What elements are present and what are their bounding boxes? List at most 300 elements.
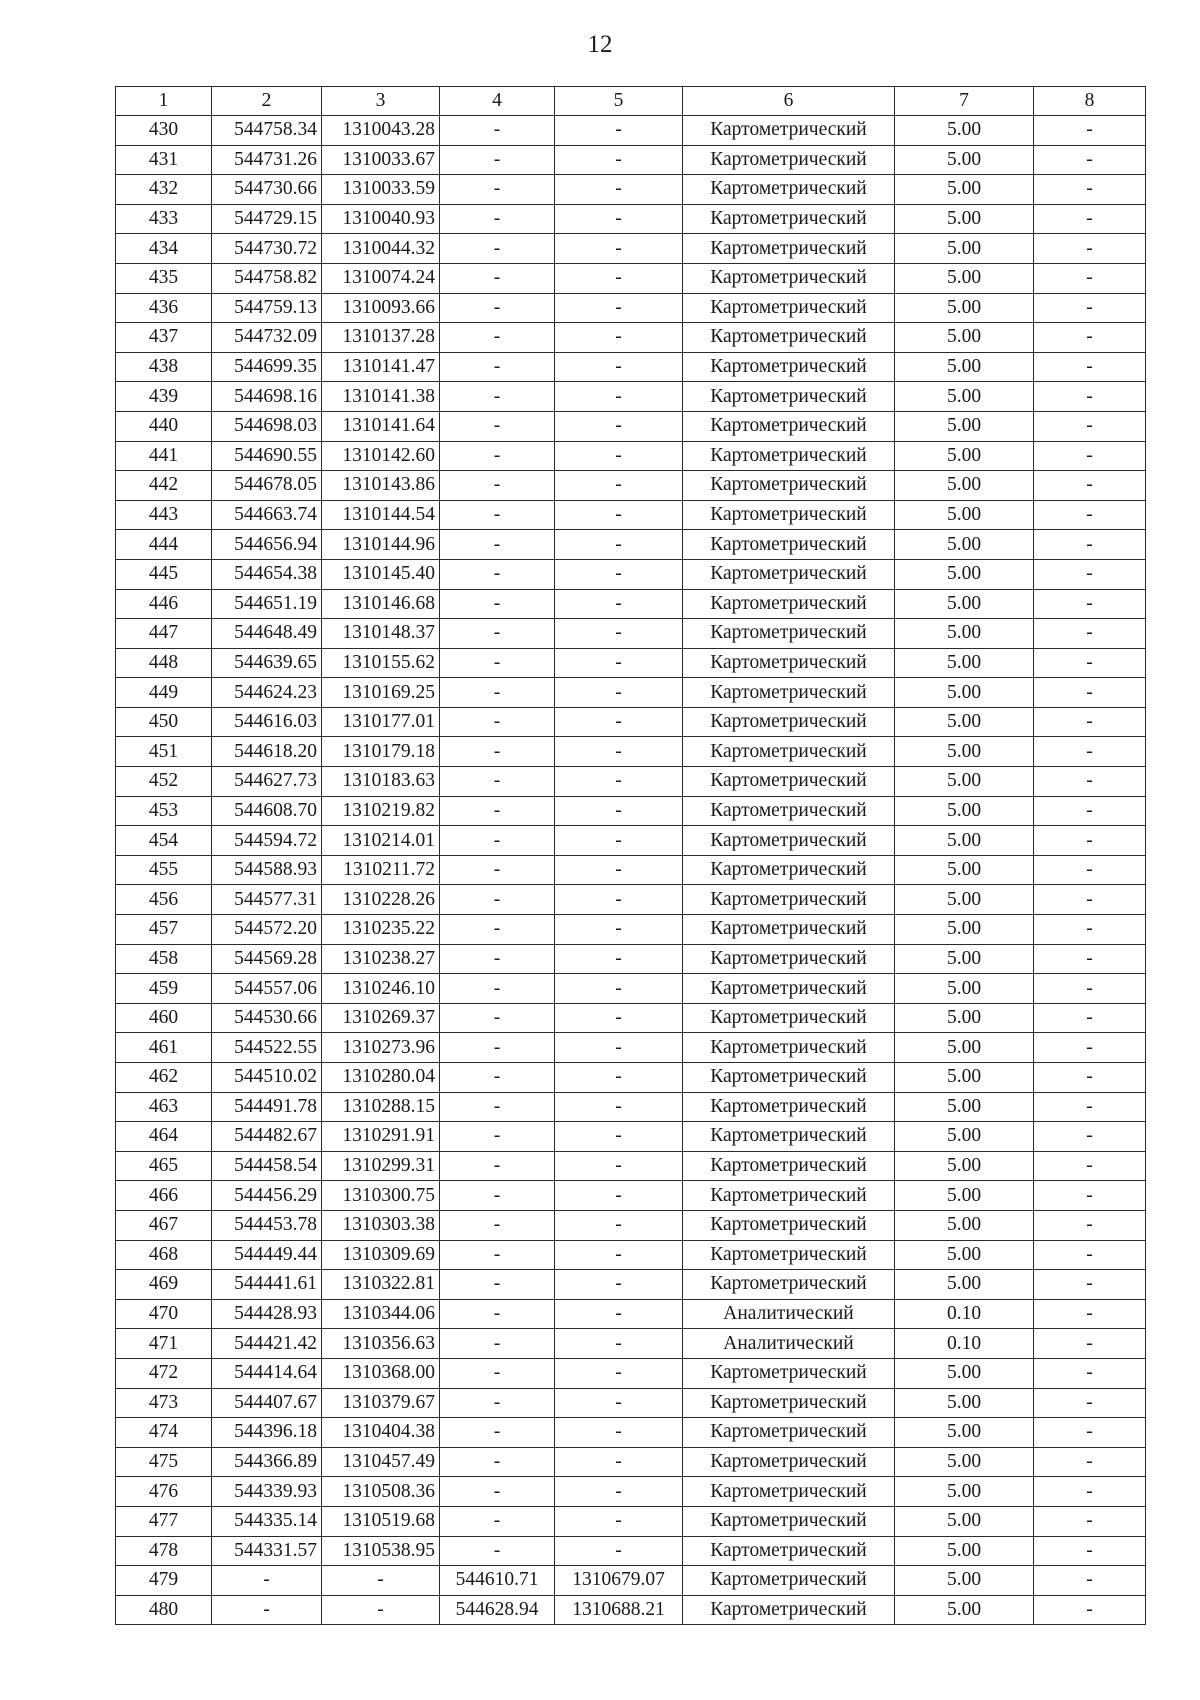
point-number-cell: 468: [116, 1240, 212, 1270]
method-cell: Картометрический: [683, 707, 895, 737]
note-cell: -: [1034, 1418, 1146, 1448]
accuracy-cell: 5.00: [895, 1003, 1034, 1033]
note-cell: -: [1034, 175, 1146, 205]
x-new-coordinate-cell: -: [440, 1388, 555, 1418]
method-cell: Картометрический: [683, 471, 895, 501]
accuracy-cell: 5.00: [895, 263, 1034, 293]
point-number-cell: 448: [116, 648, 212, 678]
y-new-coordinate-cell: -: [555, 885, 683, 915]
accuracy-cell: 5.00: [895, 648, 1034, 678]
y-coordinate-cell: -: [322, 1595, 440, 1625]
table-row: [116, 1003, 1146, 1033]
accuracy-cell: 5.00: [895, 767, 1034, 797]
y-new-coordinate-cell: 1310688.21: [555, 1595, 683, 1625]
method-cell: Картометрический: [683, 1122, 895, 1152]
x-coordinate-cell: 544729.15: [212, 204, 322, 234]
method-cell: Картометрический: [683, 855, 895, 885]
y-coordinate-cell: 1310235.22: [322, 915, 440, 945]
x-coordinate-cell: 544616.03: [212, 707, 322, 737]
y-coordinate-cell: 1310538.95: [322, 1536, 440, 1566]
table-body: [116, 116, 1146, 1625]
note-cell: -: [1034, 1033, 1146, 1063]
table-row: [116, 1566, 1146, 1596]
method-cell: Картометрический: [683, 234, 895, 264]
x-coordinate-cell: 544608.70: [212, 796, 322, 826]
note-cell: -: [1034, 263, 1146, 293]
point-number-cell: 464: [116, 1122, 212, 1152]
point-number-cell: 440: [116, 411, 212, 441]
x-coordinate-cell: 544421.42: [212, 1329, 322, 1359]
x-new-coordinate-cell: -: [440, 204, 555, 234]
x-new-coordinate-cell: -: [440, 737, 555, 767]
x-coordinate-cell: 544618.20: [212, 737, 322, 767]
point-number-cell: 461: [116, 1033, 212, 1063]
accuracy-cell: 5.00: [895, 707, 1034, 737]
table-row: [116, 589, 1146, 619]
point-number-cell: 442: [116, 471, 212, 501]
note-cell: -: [1034, 116, 1146, 146]
accuracy-cell: 5.00: [895, 1536, 1034, 1566]
y-coordinate-cell: 1310142.60: [322, 441, 440, 471]
y-new-coordinate-cell: -: [555, 589, 683, 619]
x-coordinate-cell: -: [212, 1595, 322, 1625]
table-header-row: [116, 87, 1146, 116]
y-coordinate-cell: 1310379.67: [322, 1388, 440, 1418]
method-cell: Картометрический: [683, 411, 895, 441]
point-number-cell: 466: [116, 1181, 212, 1211]
point-number-cell: 479: [116, 1566, 212, 1596]
note-cell: -: [1034, 589, 1146, 619]
y-new-coordinate-cell: -: [555, 1210, 683, 1240]
y-new-coordinate-cell: -: [555, 678, 683, 708]
y-coordinate-cell: -: [322, 1566, 440, 1596]
x-new-coordinate-cell: -: [440, 589, 555, 619]
x-new-coordinate-cell: -: [440, 619, 555, 649]
table-row: [116, 116, 1146, 146]
accuracy-cell: 5.00: [895, 559, 1034, 589]
method-cell: Картометрический: [683, 974, 895, 1004]
table-row: [116, 1240, 1146, 1270]
note-cell: -: [1034, 441, 1146, 471]
y-coordinate-cell: 1310219.82: [322, 796, 440, 826]
y-new-coordinate-cell: -: [555, 204, 683, 234]
y-new-coordinate-cell: -: [555, 175, 683, 205]
table-row: [116, 826, 1146, 856]
y-new-coordinate-cell: -: [555, 707, 683, 737]
method-cell: Картометрический: [683, 1506, 895, 1536]
x-new-coordinate-cell: -: [440, 1122, 555, 1152]
note-cell: -: [1034, 145, 1146, 175]
table-row: [116, 1122, 1146, 1152]
table-row: [116, 1181, 1146, 1211]
method-cell: Картометрический: [683, 1388, 895, 1418]
y-new-coordinate-cell: -: [555, 1358, 683, 1388]
x-new-coordinate-cell: -: [440, 1329, 555, 1359]
point-number-cell: 473: [116, 1388, 212, 1418]
x-coordinate-cell: -: [212, 1566, 322, 1596]
point-number-cell: 457: [116, 915, 212, 945]
y-coordinate-cell: 1310146.68: [322, 589, 440, 619]
x-new-coordinate-cell: -: [440, 1033, 555, 1063]
x-new-coordinate-cell: -: [440, 1092, 555, 1122]
y-new-coordinate-cell: -: [555, 1477, 683, 1507]
point-number-cell: 458: [116, 944, 212, 974]
method-cell: Картометрический: [683, 1418, 895, 1448]
table-row: [116, 1033, 1146, 1063]
note-cell: -: [1034, 648, 1146, 678]
method-cell: Картометрический: [683, 767, 895, 797]
table-row: [116, 1418, 1146, 1448]
y-new-coordinate-cell: -: [555, 855, 683, 885]
point-number-cell: 465: [116, 1151, 212, 1181]
note-cell: -: [1034, 1240, 1146, 1270]
coordinates-table: [115, 86, 1146, 1625]
x-new-coordinate-cell: -: [440, 471, 555, 501]
x-coordinate-cell: 544331.57: [212, 1536, 322, 1566]
x-coordinate-cell: 544627.73: [212, 767, 322, 797]
note-cell: -: [1034, 796, 1146, 826]
accuracy-cell: 5.00: [895, 855, 1034, 885]
table-row: [116, 293, 1146, 323]
x-new-coordinate-cell: -: [440, 1240, 555, 1270]
y-new-coordinate-cell: -: [555, 1063, 683, 1093]
accuracy-cell: 5.00: [895, 826, 1034, 856]
table-row: [116, 678, 1146, 708]
note-cell: -: [1034, 1566, 1146, 1596]
y-new-coordinate-cell: -: [555, 352, 683, 382]
accuracy-cell: 5.00: [895, 1092, 1034, 1122]
y-coordinate-cell: 1310179.18: [322, 737, 440, 767]
accuracy-cell: 5.00: [895, 589, 1034, 619]
column-header: 4: [440, 87, 555, 116]
method-cell: Картометрический: [683, 500, 895, 530]
method-cell: Картометрический: [683, 323, 895, 353]
x-coordinate-cell: 544639.65: [212, 648, 322, 678]
x-coordinate-cell: 544654.38: [212, 559, 322, 589]
x-new-coordinate-cell: -: [440, 500, 555, 530]
table-row: [116, 559, 1146, 589]
page-number: 12: [587, 31, 613, 58]
note-cell: -: [1034, 471, 1146, 501]
x-new-coordinate-cell: -: [440, 116, 555, 146]
x-coordinate-cell: 544335.14: [212, 1506, 322, 1536]
y-new-coordinate-cell: -: [555, 1506, 683, 1536]
x-coordinate-cell: 544730.72: [212, 234, 322, 264]
x-coordinate-cell: 544624.23: [212, 678, 322, 708]
method-cell: Картометрический: [683, 737, 895, 767]
y-coordinate-cell: 1310238.27: [322, 944, 440, 974]
method-cell: Картометрический: [683, 1181, 895, 1211]
point-number-cell: 431: [116, 145, 212, 175]
y-coordinate-cell: 1310177.01: [322, 707, 440, 737]
y-new-coordinate-cell: -: [555, 263, 683, 293]
table-row: [116, 175, 1146, 205]
accuracy-cell: 5.00: [895, 619, 1034, 649]
point-number-cell: 463: [116, 1092, 212, 1122]
accuracy-cell: 5.00: [895, 1418, 1034, 1448]
note-cell: -: [1034, 1329, 1146, 1359]
table-row: [116, 441, 1146, 471]
y-new-coordinate-cell: -: [555, 826, 683, 856]
y-new-coordinate-cell: -: [555, 1092, 683, 1122]
x-coordinate-cell: 544510.02: [212, 1063, 322, 1093]
y-coordinate-cell: 1310299.31: [322, 1151, 440, 1181]
y-coordinate-cell: 1310214.01: [322, 826, 440, 856]
note-cell: -: [1034, 855, 1146, 885]
x-coordinate-cell: 544577.31: [212, 885, 322, 915]
y-coordinate-cell: 1310303.38: [322, 1210, 440, 1240]
accuracy-cell: 5.00: [895, 204, 1034, 234]
x-coordinate-cell: 544651.19: [212, 589, 322, 619]
point-number-cell: 430: [116, 116, 212, 146]
accuracy-cell: 5.00: [895, 1358, 1034, 1388]
x-coordinate-cell: 544339.93: [212, 1477, 322, 1507]
accuracy-cell: 5.00: [895, 382, 1034, 412]
accuracy-cell: 5.00: [895, 352, 1034, 382]
x-coordinate-cell: 544441.61: [212, 1270, 322, 1300]
note-cell: -: [1034, 707, 1146, 737]
table-row: [116, 915, 1146, 945]
x-new-coordinate-cell: -: [440, 767, 555, 797]
table-row: [116, 855, 1146, 885]
method-cell: Картометрический: [683, 263, 895, 293]
point-number-cell: 476: [116, 1477, 212, 1507]
column-header: 2: [212, 87, 322, 116]
x-coordinate-cell: 544663.74: [212, 500, 322, 530]
table-row: [116, 1477, 1146, 1507]
accuracy-cell: 5.00: [895, 1447, 1034, 1477]
point-number-cell: 459: [116, 974, 212, 1004]
method-cell: Картометрический: [683, 915, 895, 945]
x-coordinate-cell: 544698.16: [212, 382, 322, 412]
x-new-coordinate-cell: -: [440, 826, 555, 856]
y-coordinate-cell: 1310457.49: [322, 1447, 440, 1477]
note-cell: -: [1034, 382, 1146, 412]
column-header: 7: [895, 87, 1034, 116]
accuracy-cell: 5.00: [895, 1388, 1034, 1418]
y-new-coordinate-cell: -: [555, 1033, 683, 1063]
point-number-cell: 438: [116, 352, 212, 382]
table-row: [116, 974, 1146, 1004]
x-new-coordinate-cell: -: [440, 974, 555, 1004]
point-number-cell: 475: [116, 1447, 212, 1477]
y-new-coordinate-cell: -: [555, 648, 683, 678]
x-new-coordinate-cell: -: [440, 145, 555, 175]
method-cell: Картометрический: [683, 1447, 895, 1477]
method-cell: Картометрический: [683, 145, 895, 175]
x-coordinate-cell: 544730.66: [212, 175, 322, 205]
method-cell: Картометрический: [683, 382, 895, 412]
table-row: [116, 204, 1146, 234]
x-new-coordinate-cell: -: [440, 1151, 555, 1181]
table-row: [116, 1595, 1146, 1625]
method-cell: Картометрический: [683, 530, 895, 560]
note-cell: -: [1034, 500, 1146, 530]
x-coordinate-cell: 544456.29: [212, 1181, 322, 1211]
y-new-coordinate-cell: -: [555, 145, 683, 175]
note-cell: -: [1034, 974, 1146, 1004]
x-coordinate-cell: 544572.20: [212, 915, 322, 945]
x-new-coordinate-cell: -: [440, 530, 555, 560]
y-new-coordinate-cell: -: [555, 530, 683, 560]
x-coordinate-cell: 544690.55: [212, 441, 322, 471]
point-number-cell: 436: [116, 293, 212, 323]
y-new-coordinate-cell: -: [555, 1240, 683, 1270]
y-coordinate-cell: 1310033.59: [322, 175, 440, 205]
x-new-coordinate-cell: -: [440, 293, 555, 323]
accuracy-cell: 5.00: [895, 145, 1034, 175]
point-number-cell: 443: [116, 500, 212, 530]
table-row: [116, 1270, 1146, 1300]
x-new-coordinate-cell: -: [440, 855, 555, 885]
x-new-coordinate-cell: -: [440, 175, 555, 205]
y-coordinate-cell: 1310291.91: [322, 1122, 440, 1152]
accuracy-cell: 5.00: [895, 1477, 1034, 1507]
y-coordinate-cell: 1310093.66: [322, 293, 440, 323]
note-cell: -: [1034, 737, 1146, 767]
table-row: [116, 1447, 1146, 1477]
x-coordinate-cell: 544698.03: [212, 411, 322, 441]
table-row: [116, 707, 1146, 737]
accuracy-cell: 5.00: [895, 1122, 1034, 1152]
y-new-coordinate-cell: -: [555, 944, 683, 974]
table-row: [116, 530, 1146, 560]
table-row: [116, 1358, 1146, 1388]
y-coordinate-cell: 1310144.54: [322, 500, 440, 530]
x-new-coordinate-cell: -: [440, 1418, 555, 1448]
y-new-coordinate-cell: -: [555, 1536, 683, 1566]
x-coordinate-cell: 544414.64: [212, 1358, 322, 1388]
table-row: [116, 234, 1146, 264]
table-row: [116, 382, 1146, 412]
x-new-coordinate-cell: -: [440, 707, 555, 737]
x-coordinate-cell: 544759.13: [212, 293, 322, 323]
y-new-coordinate-cell: -: [555, 471, 683, 501]
point-number-cell: 453: [116, 796, 212, 826]
method-cell: Картометрический: [683, 1210, 895, 1240]
x-new-coordinate-cell: -: [440, 678, 555, 708]
x-new-coordinate-cell: -: [440, 1063, 555, 1093]
y-coordinate-cell: 1310033.67: [322, 145, 440, 175]
x-new-coordinate-cell: -: [440, 648, 555, 678]
method-cell: Картометрический: [683, 116, 895, 146]
note-cell: -: [1034, 619, 1146, 649]
point-number-cell: 450: [116, 707, 212, 737]
note-cell: -: [1034, 323, 1146, 353]
y-coordinate-cell: 1310141.47: [322, 352, 440, 382]
y-coordinate-cell: 1310137.28: [322, 323, 440, 353]
point-number-cell: 455: [116, 855, 212, 885]
point-number-cell: 434: [116, 234, 212, 264]
accuracy-cell: 5.00: [895, 974, 1034, 1004]
y-coordinate-cell: 1310246.10: [322, 974, 440, 1004]
method-cell: Картометрический: [683, 293, 895, 323]
point-number-cell: 432: [116, 175, 212, 205]
table-row: [116, 944, 1146, 974]
table-row: [116, 1388, 1146, 1418]
x-coordinate-cell: 544758.34: [212, 116, 322, 146]
y-new-coordinate-cell: -: [555, 1122, 683, 1152]
y-coordinate-cell: 1310040.93: [322, 204, 440, 234]
x-new-coordinate-cell: -: [440, 796, 555, 826]
accuracy-cell: 5.00: [895, 915, 1034, 945]
note-cell: -: [1034, 1151, 1146, 1181]
y-new-coordinate-cell: -: [555, 737, 683, 767]
table-row: [116, 263, 1146, 293]
point-number-cell: 477: [116, 1506, 212, 1536]
table-row: [116, 737, 1146, 767]
y-new-coordinate-cell: -: [555, 619, 683, 649]
y-new-coordinate-cell: -: [555, 323, 683, 353]
x-coordinate-cell: 544530.66: [212, 1003, 322, 1033]
y-coordinate-cell: 1310169.25: [322, 678, 440, 708]
point-number-cell: 454: [116, 826, 212, 856]
x-new-coordinate-cell: -: [440, 1210, 555, 1240]
y-new-coordinate-cell: -: [555, 500, 683, 530]
x-coordinate-cell: 544588.93: [212, 855, 322, 885]
column-header: 1: [116, 87, 212, 116]
method-cell: Картометрический: [683, 944, 895, 974]
point-number-cell: 433: [116, 204, 212, 234]
y-coordinate-cell: 1310273.96: [322, 1033, 440, 1063]
y-coordinate-cell: 1310508.36: [322, 1477, 440, 1507]
accuracy-cell: 5.00: [895, 678, 1034, 708]
y-new-coordinate-cell: -: [555, 1181, 683, 1211]
x-new-coordinate-cell: -: [440, 382, 555, 412]
method-cell: Картометрический: [683, 1092, 895, 1122]
y-new-coordinate-cell: 1310679.07: [555, 1566, 683, 1596]
y-new-coordinate-cell: -: [555, 559, 683, 589]
table-row: [116, 1536, 1146, 1566]
y-new-coordinate-cell: -: [555, 974, 683, 1004]
x-coordinate-cell: 544648.49: [212, 619, 322, 649]
method-cell: Картометрический: [683, 175, 895, 205]
note-cell: -: [1034, 1536, 1146, 1566]
point-number-cell: 462: [116, 1063, 212, 1093]
x-new-coordinate-cell: -: [440, 1506, 555, 1536]
table-row: [116, 1063, 1146, 1093]
accuracy-cell: 5.00: [895, 944, 1034, 974]
x-new-coordinate-cell: -: [440, 263, 555, 293]
column-header: 3: [322, 87, 440, 116]
y-coordinate-cell: 1310043.28: [322, 116, 440, 146]
y-new-coordinate-cell: -: [555, 1418, 683, 1448]
point-number-cell: 470: [116, 1299, 212, 1329]
x-new-coordinate-cell: -: [440, 915, 555, 945]
note-cell: -: [1034, 678, 1146, 708]
x-new-coordinate-cell: -: [440, 441, 555, 471]
x-coordinate-cell: 544453.78: [212, 1210, 322, 1240]
accuracy-cell: 5.00: [895, 1210, 1034, 1240]
x-new-coordinate-cell: -: [440, 234, 555, 264]
x-coordinate-cell: 544491.78: [212, 1092, 322, 1122]
table-row: [116, 411, 1146, 441]
note-cell: -: [1034, 1003, 1146, 1033]
y-new-coordinate-cell: -: [555, 1447, 683, 1477]
accuracy-cell: 5.00: [895, 530, 1034, 560]
x-coordinate-cell: 544458.54: [212, 1151, 322, 1181]
y-new-coordinate-cell: -: [555, 411, 683, 441]
table-row: [116, 323, 1146, 353]
y-new-coordinate-cell: -: [555, 1151, 683, 1181]
note-cell: -: [1034, 530, 1146, 560]
method-cell: Картометрический: [683, 648, 895, 678]
y-coordinate-cell: 1310143.86: [322, 471, 440, 501]
y-new-coordinate-cell: -: [555, 1299, 683, 1329]
method-cell: Картометрический: [683, 1595, 895, 1625]
method-cell: Картометрический: [683, 1151, 895, 1181]
y-coordinate-cell: 1310155.62: [322, 648, 440, 678]
